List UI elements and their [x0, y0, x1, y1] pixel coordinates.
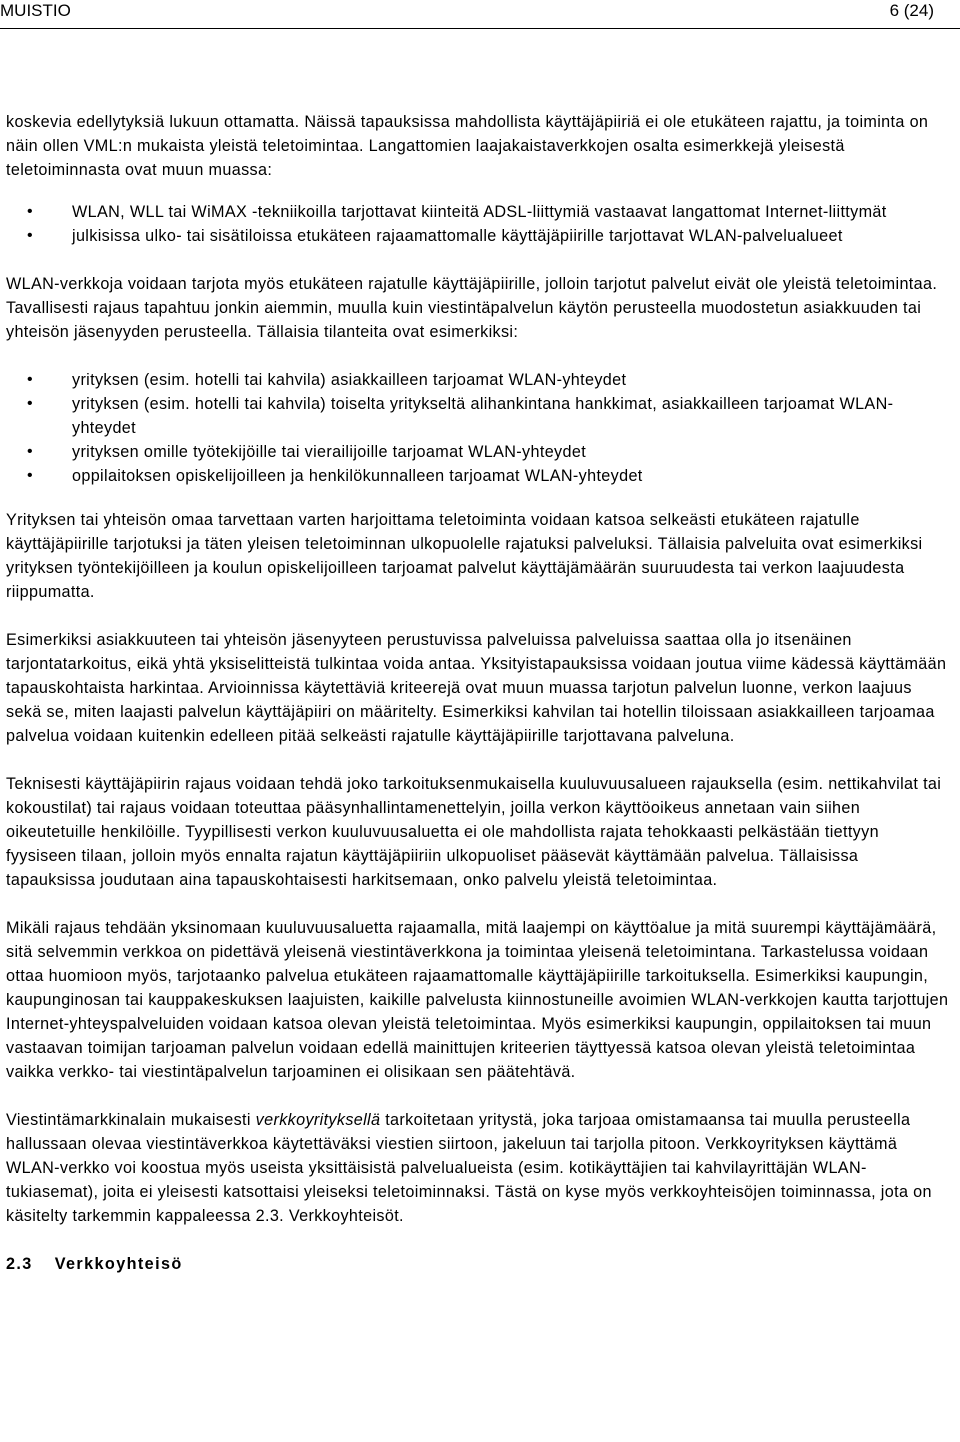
list-item: [6, 368, 950, 392]
list-item-text: yrityksen (esim. hotelli tai kahvila) toiselta yritykseltä alihankintana hankkimat, asiakkailleen tarjoamat WLAN-yhteydet: [72, 395, 894, 437]
bullet-icon: •: [27, 443, 33, 460]
section-title: Verkkoyhteisö: [54, 1255, 183, 1273]
paragraph-text: tarkoitetaan yritystä, joka tarjoaa omistamaansa tai muulla perusteella hallussaan olevaa viestintäverkkoa käytettäväksi viestien siirtoon, jakeluun tai tarjolla pitoon. Verkkoyrityksen käyttämä WLAN-verkko voi koostua myös useista yksittäisistä palvelualueista (esim. kotikäyttäjien tai kahvilayrittäjän WLAN-tukiasemat), joita ei yleisesti katsottaisi yleiseksi teletoiminnaksi. Tästä on kyse myös verkkoyhteisöjen toiminnassa, jota on käsitelty tarkemmin kappaleessa 2.3. Verkkoyhteisöt.: [6, 1111, 932, 1225]
bullet-list: [6, 200, 950, 248]
document-body: [6, 110, 950, 1276]
bullet-icon: •: [27, 227, 33, 244]
section-number: 2.3: [6, 1255, 33, 1273]
list-item: [6, 440, 950, 464]
list-item-text: WLAN, WLL tai WiMAX -tekniikoilla tarjottavat kiinteitä ADSL-liittymiä vastaavat langattomat Internet-liittymät: [72, 203, 887, 221]
paragraph: Teknisesti käyttäjäpiirin rajaus voidaan tehdä joko tarkoituksenmukaisella kuuluvuusalueen rajauksella (esim. nettikahvilat tai kokoustilat) tai rajaus voidaan toteuttaa pääsynhallintamenettelyin, joilla verkon käyttöoikeus annetaan vain siihen oikeutetuille henkilöille. Tyypillisesti verkon kuuluvuusaluetta ei ole mahdollista rajata tehokkaasti pelkästään tiettyyn fyysiseen tilaan, jolloin myös ennalta rajatun käyttäjäpiiriin ulkopuoliset pääsevät käyttämään palvelua. Tällaisissa tapauksissa joudutaan aina tapauskohtaisesti harkitsemaan, onko palvelu yleistä teletoimintaa.: [6, 775, 942, 889]
paragraph: Mikäli rajaus tehdään yksinomaan kuuluvuusaluetta rajaamalla, mitä laajempi on käyttöalue ja mitä suurempi käyttäjämäärä, sitä selvemmin verkkoa on pidettävä yleisenä viestintäverkkona ja toimintaa yleisenä teletoimintana. Tarkastelussa voidaan ottaa huomioon myös, tarjotaanko palvelua etukäteen rajaamattomalle käyttäjäpiirille tarkoituksella. Esimerkiksi kaupungin, kaupunginosan tai kauppakeskuksen laajuisten, kaikille palvelusta kiinnostuneille avoimien WLAN-verkkojen kautta tarjottujen Internet-yhteyspalveluiden voidaan katsoa olevan yleistä teletoimintaa. Myös esimerkiksi kaupungin, oppilaitoksen tai muun vastaavan toimijan tarjoaman palvelun voidaan edellä mainittujen kriteerien täyttyessä katsoa olevan yleistä teletoimintaa vaikka verkko- tai viestintäpalvelun tarjoaminen ei olisikaan sen päätehtävä.: [6, 919, 949, 1081]
list-item-text: oppilaitoksen opiskelijoilleen ja henkilökunnalleen tarjoamat WLAN-yhteydet: [72, 467, 643, 485]
paragraph: Esimerkiksi asiakkuuteen tai yhteisön jäsenyyteen perustuvissa palveluissa palveluissa saattaa olla jo itsenäinen tarjontatarkoitus, eikä yhtä yksiselitteistä tulkintaa voida antaa. Yksityistapauksissa voidaan joutua viime kädessä käyttämään tapauskohtaista harkintaa. Arvioinnissa käytettäviä kriteerejä ovat muun muassa tarjotun palvelun luonne, verkon laajuus sekä se, miten laajasti palvelun käyttäjäpiiri on määritelty. Esimerkiksi kahvilan tai hotellin tiloissaan asiakkailleen tarjoamaa palvelua voidaan kuitenkin edelleen pitää selkeästi rajatulle käyttäjäpiirille tarjottavana palveluna.: [6, 631, 947, 745]
bullet-icon: •: [27, 371, 33, 388]
bullet-icon: •: [27, 395, 33, 412]
paragraph: koskevia edellytyksiä lukuun ottamatta. Näissä tapauksissa mahdollista käyttäjäpiiriä ei ole etukäteen rajattu, ja toiminta on näin ollen VML:n mukaista yleistä teletoimintaa. Langattomien laajakaistaverkkojen osalta esimerkkejä yleisestä teletoiminnasta ovat muun muassa:: [6, 113, 929, 179]
list-item: [6, 224, 950, 248]
page-header: [0, 0, 960, 29]
defined-term: verkkoyrityksellä: [255, 1111, 381, 1129]
bullet-icon: •: [27, 203, 33, 220]
list-item: [6, 392, 950, 440]
list-item-text: julkisissa ulko- tai sisätiloissa etukäteen rajaamattomalle käyttäjäpiirille tarjottavat WLAN-palvelualueet: [72, 227, 843, 245]
bullet-icon: •: [27, 467, 33, 484]
bullet-list: [6, 368, 950, 488]
list-item-text: yrityksen (esim. hotelli tai kahvila) asiakkailleen tarjoamat WLAN-yhteydet: [72, 371, 627, 389]
document-type-label: MUISTIO: [0, 1, 71, 20]
paragraph: [6, 1108, 950, 1228]
list-item: [6, 464, 950, 488]
section-heading: [6, 1252, 950, 1276]
paragraph: Yrityksen tai yhteisön omaa tarvettaan varten harjoittama teletoiminta voidaan katsoa selkeästi etukäteen rajatulle käyttäjäpiirille tarjotuksi ja täten yleisen teletoiminnan ulkopuolelle rajatuksi palveluksi. Tällaisia palveluita ovat esimerkiksi yrityksen työntekijöilleen ja koulun opiskelijoilleen tarjoamat palvelut käyttäjämäärän suuruudesta tai verkon laajuudesta riippumatta.: [6, 511, 923, 601]
paragraph: WLAN-verkkoja voidaan tarjota myös etukäteen rajatulle käyttäjäpiirille, jolloin tarjotut palvelut eivät ole yleistä teletoimintaa. Tavallisesti rajaus tapahtuu jonkin aiemmin, muulla kuin viestintäpalvelun käytön perusteella muodostetun asiakkuuden tai yhteisön jäsenyyden perusteella. Tällaisia tilanteita ovat esimerkiksi:: [6, 275, 938, 341]
list-item-text: yrityksen omille työtekijöille tai vierailijoille tarjoamat WLAN-yhteydet: [72, 443, 587, 461]
page-number: 6 (24): [889, 1, 934, 20]
list-item: [6, 200, 950, 224]
paragraph-text: Viestintämarkkinalain mukaisesti: [6, 1111, 256, 1129]
